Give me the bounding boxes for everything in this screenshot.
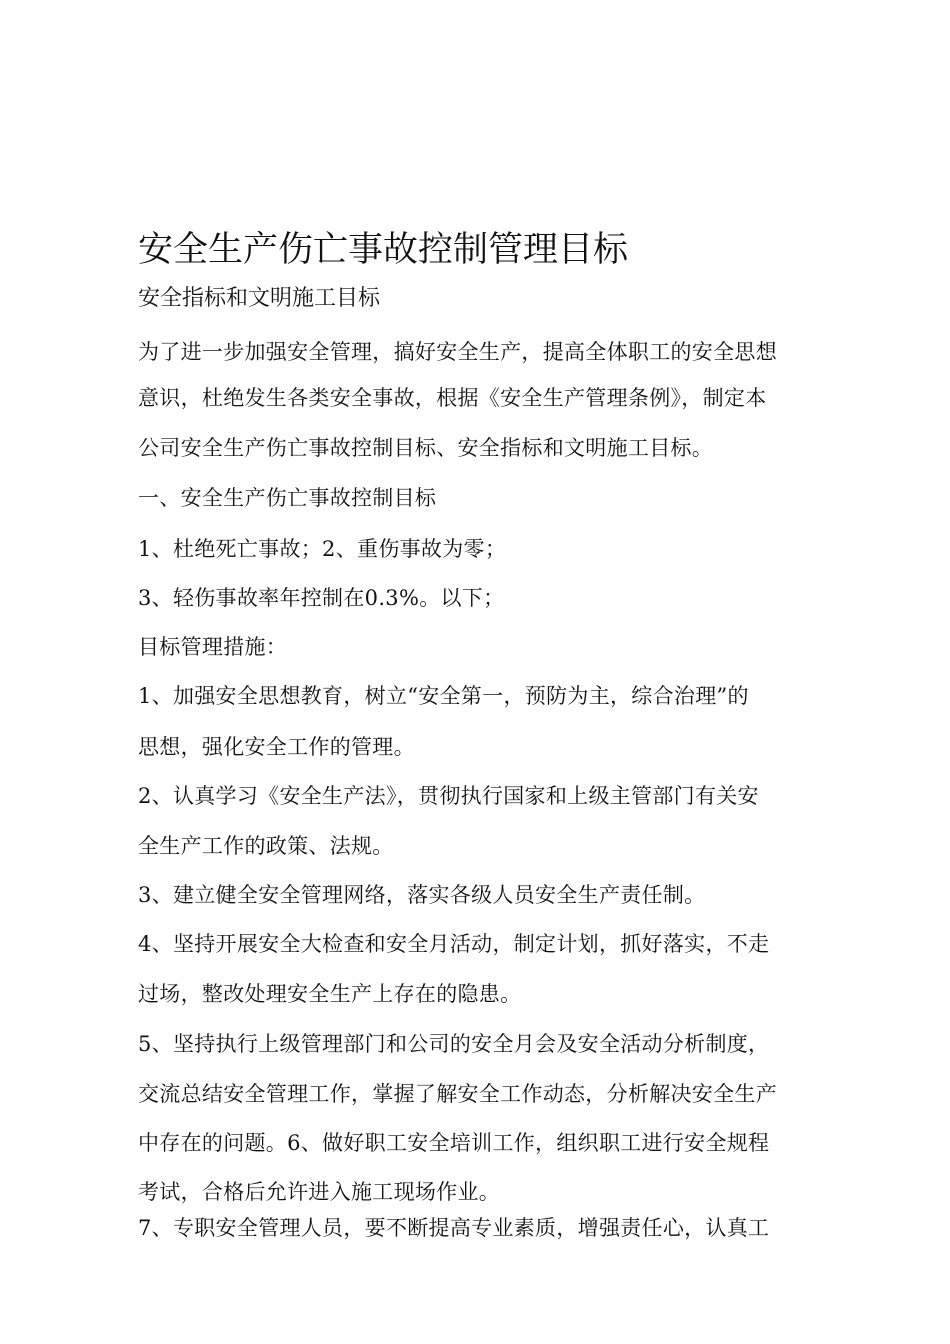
body-line: 4、坚持开展安全大检查和安全月活动，制定计划，抓好落实，不走 — [138, 932, 770, 956]
document-title: 安全生产伤亡事故控制管理目标 — [138, 230, 629, 270]
body-line: 交流总结安全管理工作，掌握了解安全工作动态，分析解决安全生产 — [138, 1082, 777, 1106]
body-line: 过场，整改处理安全生产上存在的隐患。 — [138, 982, 522, 1006]
body-line: 5、坚持执行上级管理部门和公司的安全月会及安全活动分析制度， — [138, 1032, 770, 1056]
body-line: 全生产工作的政策、法规。 — [138, 834, 394, 858]
body-line: 意识，杜绝发生各类安全事故，根据《安全生产管理条例》，制定本 — [138, 386, 767, 410]
body-line: 公司安全生产伤亡事故控制目标、安全指标和文明施工目标。 — [138, 436, 714, 460]
document-subtitle: 安全指标和文明施工目标 — [138, 286, 381, 311]
body-line: 3、轻伤事故率年控制在0.3%。以下； — [138, 586, 505, 610]
body-line: 1、加强安全思想教育，树立“安全第一，预防为主，综合治理”的 — [138, 684, 749, 708]
body-line: 7、专职安全管理人员，要不断提高专业素质，增强责任心，认真工 — [138, 1216, 770, 1240]
body-line: 目标管理措施： — [138, 635, 288, 659]
body-line: 3、建立健全安全管理网络，落实各级人员安全生产责任制。 — [138, 883, 706, 907]
body-line: 中存在的问题。6、做好职工安全培训工作，组织职工进行安全规程 — [138, 1131, 770, 1155]
body-line: 思想，强化安全工作的管理。 — [138, 735, 415, 759]
body-line: 2、认真学习《安全生产法》，贯彻执行国家和上级主管部门有关安 — [138, 784, 759, 808]
body-line: 1、杜绝死亡事故；2、重伤事故为零； — [138, 537, 507, 561]
body-line: 为了进一步加强安全管理，搞好安全生产，提高全体职工的安全思想 — [138, 340, 777, 364]
section-heading: 一、安全生产伤亡事故控制目标 — [138, 486, 437, 510]
body-line: 考试，合格后允许进入施工现场作业。 — [138, 1180, 501, 1204]
